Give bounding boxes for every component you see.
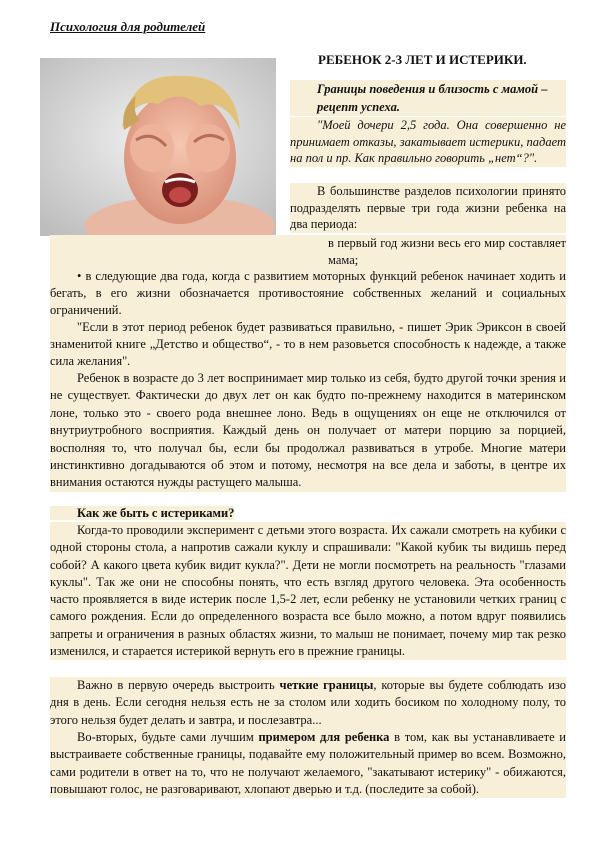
first-advice-rest: , которые вы будете соблюдать изо дня в день. Если сегодня нельзя есть не за столом или ходить босиком по холодному полу, то этого нельзя будет делать и завтра, и послезавтра... (50, 678, 567, 727)
article-title: РЕБЕНОК 2-3 ЛЕТ И ИСТЕРИКИ. (318, 52, 527, 67)
intro-text: В большинстве разделов психологии принято подразделять первые три года жизни ребенка на два периода: (290, 184, 566, 231)
child-perception-text: Ребенок в возрасте до 3 лет воспринимает мир только из себя, будто другой точки зрения и не существует. Фактически до двух лет он как будто по-прежнему находится в материнском лоне, только это - своего рода внешнее лоно. Ведь в ощущениях он еще не отключился от внутриутробного восприятия. Каждый день он получает от матери порцию за порцией, восполняя то, что получал бы, если бы продолжал развиваться в утробе. Многие матери инстинктивно догадываются об этом и потому, несмотря на все дела и заботы, в центре их внимания остаются нужды растущего малыша. (50, 371, 566, 490)
quote-text: "Моей дочери 2,5 года. Она совершенно не принимает отказы, закатывает истерики, падает на пол и пр. Как правильно говорить „нет“?". (290, 118, 566, 166)
first-advice-lead: Важно в первую очередь выстроить (77, 678, 280, 692)
intro-paragraph (290, 183, 566, 233)
child-perception-paragraph (50, 370, 566, 492)
first-advice-paragraph (50, 677, 566, 729)
erikson-text: "Если в этот период ребенок будет развиваться правильно, - пишет Эрик Эриксон в своей знаменитой книге „Детство и общество“, - то в нем разовьется способность к надежде, а также сила желания". (50, 320, 566, 369)
reader-quote (290, 117, 566, 167)
experiment-text: Когда-то проводили эксперимент с детьми этого возраста. Их сажали смотреть на кубики с одной стороны стола, а напротив сажали куклу и спрашивали: "Какой кубик ты видишь перед собой? А какого цвета кубик видит кукла?". Дети не могли посмотреть на реальность "глазами куклы". Так же они не способны понять, что есть взгляд другого человека. Эта особенность часто проявляется в виде истерик после 1,5-2 лет, если ребенку не установили четких границ с самого рождения. Если до определенного возраста все было можно, а потом вдруг появились запреты и ограничения в разных областях жизни, то малыш не понимает, почему мир так резко изменился, и старается истерикой вернуть его в прежние границы. (50, 523, 566, 659)
bullet2-paragraph (50, 268, 566, 320)
crying-child-image (40, 58, 276, 236)
second-advice-paragraph (50, 729, 566, 798)
heading-text: Как же быть с истериками? (50, 506, 234, 520)
article-subtitle (290, 80, 566, 116)
bullet-marker-2: • (77, 269, 86, 283)
section-header: Психология для родителей (50, 19, 206, 34)
first-advice-bold: четкие границы (279, 678, 374, 692)
crying-child-photo (40, 58, 276, 236)
bullet2-text: в следующие два года, когда с развитием моторных функций ребенок начинает ходить и бегать, в его жизни обозначается противостояние собственных желаний и социальных ограничений. (50, 269, 566, 318)
erikson-paragraph (50, 319, 566, 371)
experiment-paragraph (50, 522, 566, 660)
section-heading (50, 505, 566, 522)
bullet1-text: в первый год жизни весь его мир составляет мама; (50, 235, 566, 269)
second-advice-rest: в том, как вы устанавливаете и выстраиваете собственные границы, подавайте ему положительный пример во всем. Возможно, сами родители в ответ на то, что не получают желаемого, "закатывают истерику" - обижаются, повышают голос, не разговаривают, хлопают дверью и т.д. (последите за собой). (50, 730, 566, 796)
second-advice-bold: примером для ребенка (258, 730, 390, 744)
second-advice-lead: Во-вторых, будьте сами лучшим (77, 730, 259, 744)
subtitle-text: Границы поведения и близость с мамой – рецепт успеха. (317, 82, 548, 114)
bullet1-paragraph (50, 235, 566, 269)
